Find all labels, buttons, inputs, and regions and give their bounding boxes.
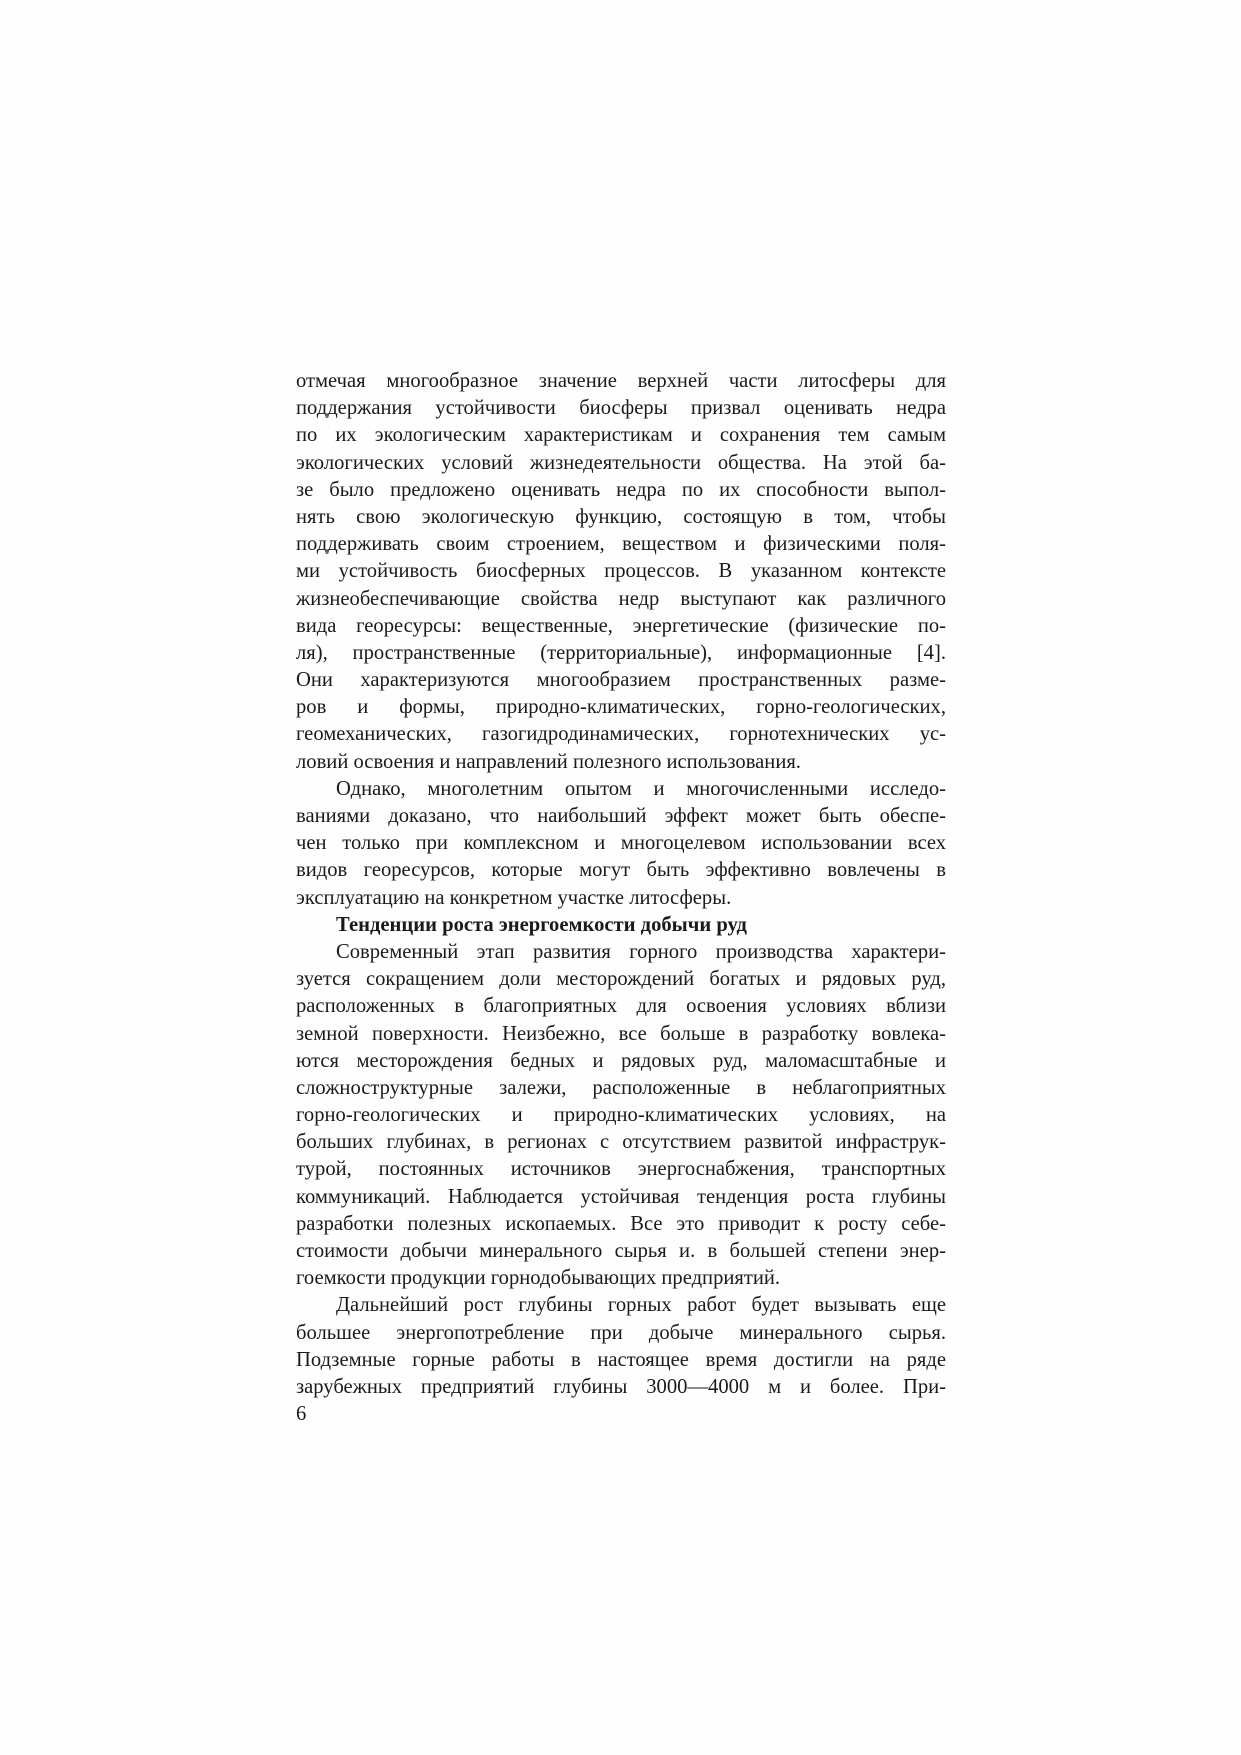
- text-line: чен только при комплексном и многоцелевом использовании всех: [296, 832, 946, 855]
- text-line: поддерживать своим строением, веществом и физическими поля-: [296, 533, 946, 556]
- page-number: 6: [296, 1403, 307, 1425]
- text-line: гоемкости продукции горнодобывающих предприятий.: [296, 1267, 781, 1290]
- text-line: ются месторождения бедных и рядовых руд, маломасштабные и: [296, 1049, 946, 1072]
- text-line: турой, постоянных источников энергоснабжения, транспортных: [296, 1158, 946, 1181]
- text-line: экологических условий жизнедеятельности общества. На этой ба-: [296, 451, 946, 474]
- text-line: нять свою экологическую функцию, состоящую в том, чтобы: [296, 505, 946, 528]
- text-line: Современный этап развития горного производства характери-: [336, 940, 946, 963]
- text-line: Однако, многолетним опытом и многочисленными исследо-: [336, 777, 946, 800]
- body-text: [296, 368, 946, 1401]
- text-line: ми устойчивость биосферных процессов. В указанном контексте: [296, 560, 946, 583]
- text-line: зарубежных предприятий глубины 3000—4000 м и более. При-: [296, 1375, 946, 1398]
- text-line: большее энергопотребление при добыче минерального сырья.: [296, 1321, 946, 1344]
- text-line: вида георесурсы: вещественные, энергетические (физические по-: [296, 614, 946, 637]
- section-heading: Тенденции роста энергоемкости добычи руд: [336, 913, 747, 936]
- text-line: коммуникаций. Наблюдается устойчивая тенденция роста глубины: [296, 1185, 946, 1208]
- text-line: жизнеобеспечивающие свойства недр выступают как различного: [296, 587, 946, 610]
- text-line: эксплуатацию на конкретном участке литосферы.: [296, 886, 732, 909]
- text-line: отмечая многообразное значение верхней части литосферы для: [296, 370, 946, 392]
- text-line: зе было предложено оценивать недра по их способности выпол-: [296, 478, 946, 501]
- text-line: горно-геологических и природно-климатических условиях, на: [296, 1104, 946, 1127]
- text-line: ваниями доказано, что наибольший эффект может быть обеспе-: [296, 805, 946, 827]
- text-line: сложноструктурные залежи, расположенные в неблагоприятных: [296, 1076, 946, 1099]
- text-line: расположенных в благоприятных для освоения условиях вблизи: [296, 995, 946, 1018]
- text-line: Подземные горные работы в настоящее время достигли на ряде: [296, 1348, 946, 1371]
- text-line: земной поверхности. Неизбежно, все больше в разработку вовлека-: [296, 1022, 946, 1045]
- text-line: ров и формы, природно-климатических, горно-геологических,: [296, 696, 946, 719]
- text-line: ля), пространственные (территориальные), информационные [4].: [296, 641, 946, 664]
- text-line: стоимости добычи минерального сырья и. в большей степени энер-: [296, 1240, 946, 1262]
- text-line: геомеханических, газогидродинамических, горнотехнических ус-: [296, 723, 946, 746]
- text-line: больших глубинах, в регионах с отсутствием развитой инфраструк-: [296, 1131, 946, 1154]
- text-line: зуется сокращением доли месторождений богатых и рядовых руд,: [296, 968, 946, 991]
- text-line: разработки полезных ископаемых. Все это приводит к росту себе-: [296, 1212, 946, 1235]
- text-line: ловий освоения и направлений полезного использования.: [296, 750, 801, 773]
- text-line: видов георесурсов, которые могут быть эффективно вовлечены в: [296, 859, 946, 882]
- text-line: Они характеризуются многообразием пространственных разме-: [296, 669, 946, 692]
- text-line: по их экологическим характеристикам и сохранения тем самым: [296, 424, 946, 447]
- text-line: Дальнейший рост глубины горных работ будет вызывать еще: [336, 1294, 946, 1317]
- text-line: поддержания устойчивости биосферы призвал оценивать недра: [296, 397, 946, 420]
